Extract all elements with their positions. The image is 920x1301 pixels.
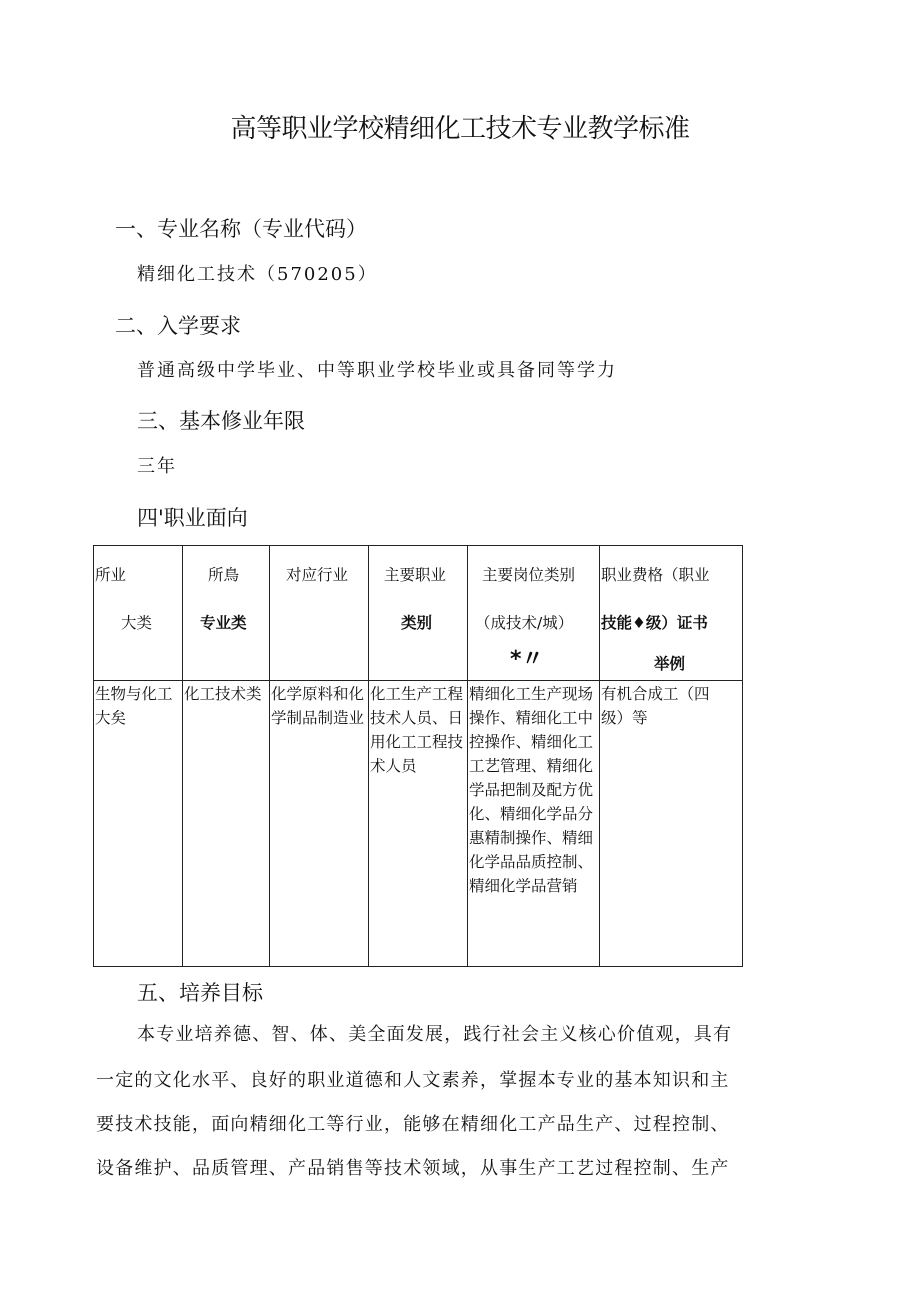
header-occupation-line1: 主要职业 — [384, 566, 447, 584]
section-heading-major-name: 一、专业名称（专业代码） — [115, 217, 367, 241]
section-heading-duration: 三、基本修业年限 — [137, 409, 305, 433]
section-heading-objectives: 五、培养目标 — [137, 981, 263, 1005]
section-heading-career: 四'职业面向 — [137, 506, 248, 530]
cell-category: 生物与化工大矣 — [95, 685, 173, 727]
table-col-divider — [182, 546, 183, 966]
header-position-line2: （成技术/城） — [475, 614, 574, 632]
objectives-line-4: 设备维护、品质管理、产品销售等技术领域，从事生产工艺过程控制、生产 — [96, 1158, 730, 1179]
admission-text: 普通高级中学毕业、中等职业学校毕业或具备同等学力 — [137, 360, 617, 381]
duration-text: 三年 — [137, 456, 177, 477]
header-certificate-line1: 职业费格（职业 — [601, 566, 710, 584]
table-col-divider — [368, 546, 369, 966]
cell-subcategory: 化工技术类 — [184, 685, 262, 703]
career-table — [93, 545, 743, 967]
major-name-text: 精细化工技术（570205） — [137, 264, 378, 285]
header-occupation-line2: 类别 — [401, 614, 433, 632]
table-col-divider — [599, 546, 600, 966]
table-col-divider — [269, 546, 270, 966]
header-category-line1: 所业 — [95, 566, 127, 584]
header-certificate-line2: 技能♦级）证书 — [601, 614, 708, 632]
cell-industry: 化学原料和化学制品制造业 — [271, 685, 365, 727]
header-industry: 对应行业 — [286, 566, 349, 584]
objectives-line-1: 本专业培养德、智、体、美全面发展，践行社会主义核心价值观，具有 — [137, 1024, 733, 1045]
cell-positions: 精细化工生产现场操作、精细化工中控操作、精细化工工艺管理、精细化学品把制及配方优化、精细化学品分惠精制操作、精细化学品品质控制、精细化学品营销 — [469, 685, 594, 895]
table-row-divider — [94, 680, 742, 681]
header-position-line3: *〃 — [510, 647, 544, 672]
cell-certificate: 有机合成工（四级）等 — [601, 685, 710, 727]
objectives-line-2: 一定的文化水平、良好的职业道德和人文素养，掌握本专业的基本知识和主 — [96, 1070, 730, 1091]
table-col-divider — [467, 546, 468, 966]
header-position-line1: 主要岗位类别 — [482, 566, 576, 584]
cell-occupation: 化工生产工程技术人员、日用化工工程技术人员 — [370, 685, 464, 775]
header-subcategory-line1: 所鳥 — [208, 566, 240, 584]
objectives-line-3: 要技术技能，面向精细化工等行业，能够在精细化工产品生产、过程控制、 — [96, 1114, 730, 1135]
header-subcategory-line2: 专业类 — [200, 614, 247, 632]
section-heading-admission: 二、入学要求 — [115, 314, 241, 338]
header-category-line2: 大类 — [121, 614, 153, 632]
page-title: 高等职业学校精细化工技术专业教学标准 — [230, 114, 690, 144]
header-certificate-line3: 举例 — [654, 655, 686, 673]
